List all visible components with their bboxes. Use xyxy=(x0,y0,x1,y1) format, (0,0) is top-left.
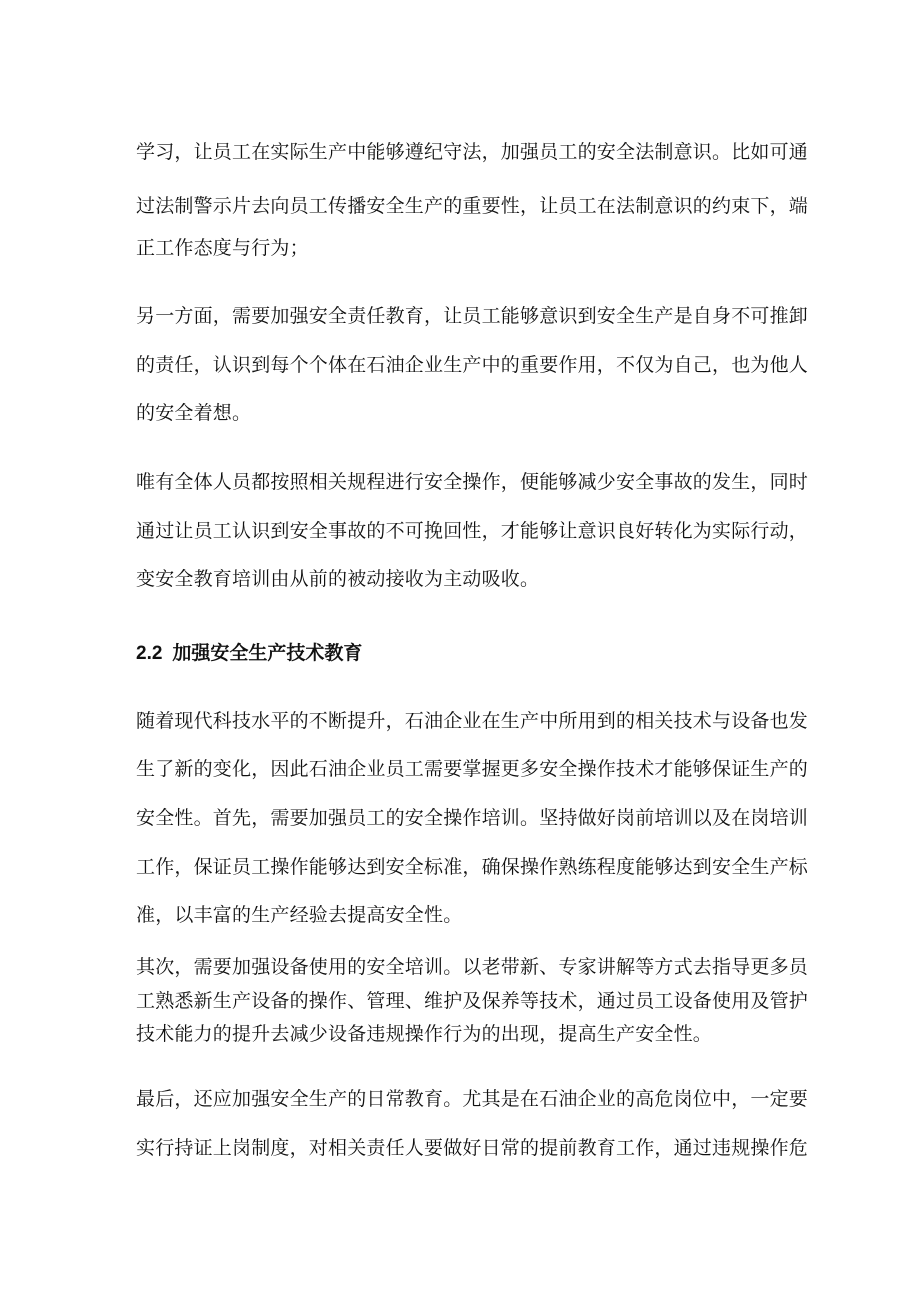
section-heading xyxy=(136,642,362,666)
paragraph-6-line-1: 最后，还应加强安全生产的日常教育。尤其是在石油企业的高危岗位中，一定要 xyxy=(136,1088,809,1110)
paragraph-6-line-2: 实行持证上岗制度，对相关责任人要做好日常的提前教育工作，通过违规操作危 xyxy=(136,1137,809,1159)
paragraph-2-line-3: 的安全着想。 xyxy=(136,402,252,424)
paragraph-5-line-1: 其次，需要加强设备使用的安全培训。以老带新、专家讲解等方式去指导更多员 xyxy=(136,956,809,978)
paragraph-3-line-2: 通过让员工认识到安全事故的不可挽回性，才能够让意识良好转化为实际行动， xyxy=(136,520,809,542)
paragraph-2-line-1: 另一方面，需要加强安全责任教育，让员工能够意识到安全生产是自身不可推卸 xyxy=(136,305,809,327)
paragraph-5-line-3: 技术能力的提升去减少设备违规操作行为的出现，提高生产安全性。 xyxy=(136,1023,713,1045)
paragraph-4-line-5: 准，以丰富的生产经验去提高安全性。 xyxy=(136,904,463,926)
paragraph-3-line-3: 变安全教育培训由从前的被动接收为主动吸收。 xyxy=(136,568,540,590)
paragraph-3-line-1: 唯有全体人员都按照相关规程进行安全操作，便能够减少安全事故的发生，同时 xyxy=(136,471,809,493)
section-title: 加强安全生产技术教育 xyxy=(172,643,363,664)
paragraph-4-line-4: 工作，保证员工操作能够达到安全标准，确保操作熟练程度能够达到安全生产标 xyxy=(136,856,809,878)
paragraph-1-line-3: 正工作态度与行为； xyxy=(136,237,309,259)
paragraph-1-line-2: 过法制警示片去向员工传播安全生产的重要性，让员工在法制意识的约束下，端 xyxy=(136,195,809,217)
paragraph-2-line-2: 的责任，认识到每个个体在石油企业生产中的重要作用，不仅为自己，也为他人 xyxy=(136,354,809,376)
paragraph-1-line-1: 学习，让员工在实际生产中能够遵纪守法，加强员工的安全法制意识。比如可通 xyxy=(136,141,809,163)
section-number: 2.2 xyxy=(136,643,163,664)
paragraph-5-line-2: 工熟悉新生产设备的操作、管理、维护及保养等技术，通过员工设备使用及管护 xyxy=(136,990,809,1012)
paragraph-4-line-2: 生了新的变化，因此石油企业员工需要掌握更多安全操作技术才能够保证生产的 xyxy=(136,758,809,780)
paragraph-4-line-1: 随着现代科技水平的不断提升，石油企业在生产中所用到的相关技术与设备也发 xyxy=(136,710,809,732)
paragraph-4-line-3: 安全性。首先，需要加强员工的安全操作培训。坚持做好岗前培训以及在岗培训 xyxy=(136,807,809,829)
